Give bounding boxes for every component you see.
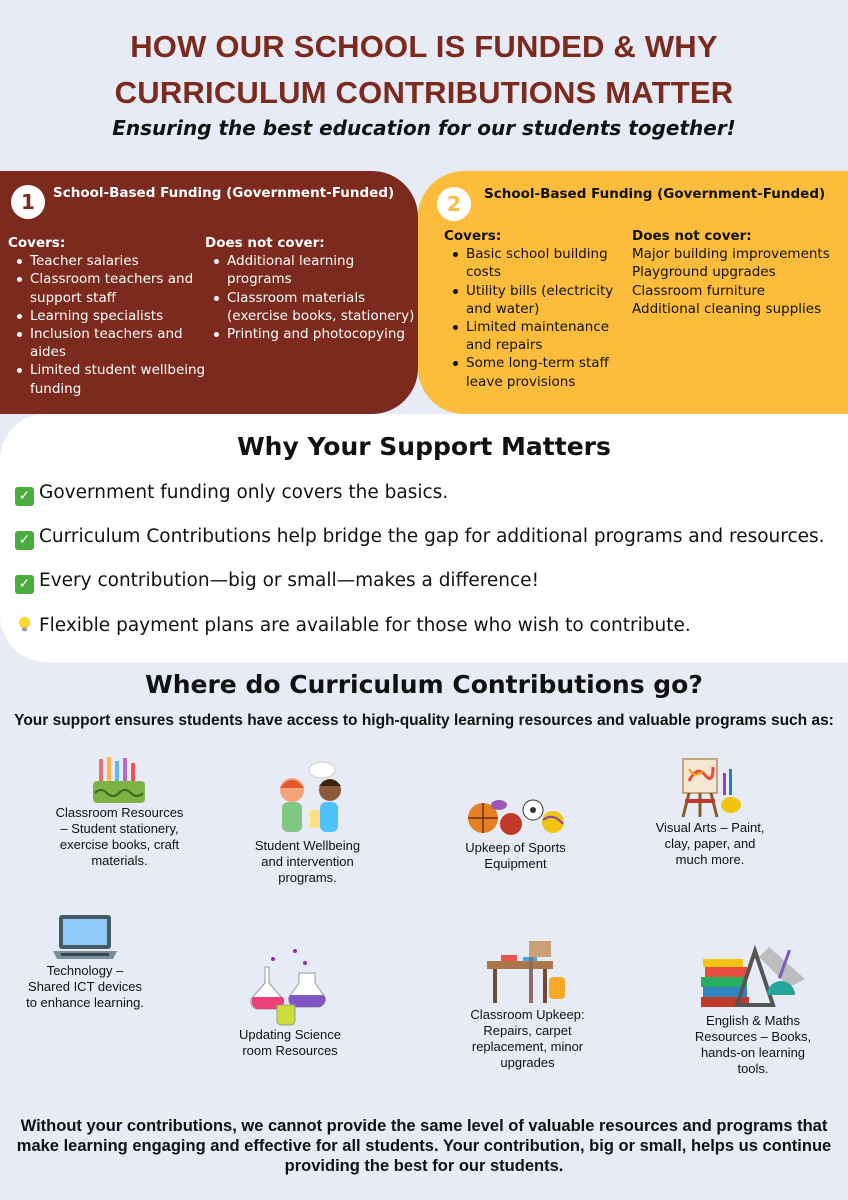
why-item <box>15 526 825 550</box>
check-icon: ✓ <box>15 531 34 550</box>
item-caption: Visual Arts – Paint, clay, paper, and much more. <box>655 820 765 867</box>
list-item: Playground upgrades <box>632 264 776 281</box>
panel-number-badge: 2 <box>437 187 471 221</box>
list-item: Utility bills (electricity and water) <box>444 282 634 318</box>
lightbulb-icon <box>15 615 34 634</box>
not-cover-column <box>632 227 844 318</box>
list-item: Learning specialists <box>8 307 208 325</box>
resource-item-technology <box>25 913 145 1011</box>
list-item: Major building improvements <box>632 246 830 263</box>
books-ruler-icon <box>697 945 809 1013</box>
stationery-icon <box>85 755 155 805</box>
item-caption: Updating Science room Resources <box>239 1027 341 1058</box>
not-cover-label: Does not cover: <box>632 228 752 244</box>
why-item-text: Government funding only covers the basics. <box>39 482 449 503</box>
list-item: Additional cleaning supplies <box>632 300 822 317</box>
why-support-section <box>0 414 848 662</box>
resource-item-classroom-upkeep <box>465 937 590 1071</box>
panel-heading: School-Based Funding (Government-Funded) <box>53 185 395 201</box>
covers-label: Covers: <box>8 235 66 251</box>
list-item: Classroom materials (exercise books, stationery) <box>205 289 415 325</box>
not-cover-list <box>205 252 415 343</box>
resource-item-english-maths <box>693 945 813 1077</box>
resource-item-wellbeing <box>245 760 370 886</box>
list-item: Classroom teachers and support staff <box>8 270 208 306</box>
item-caption: Upkeep of Sports Equipment <box>465 840 566 871</box>
why-item <box>15 570 539 594</box>
check-icon: ✓ <box>15 487 34 506</box>
covers-column <box>8 234 208 398</box>
panel-number-badge: 1 <box>11 185 45 219</box>
covers-list <box>8 252 208 398</box>
why-item-text: Curriculum Contributions help bridge the gap for additional programs and resources. <box>39 526 825 547</box>
item-caption: English & Maths Resources – Books, hands-on learning tools. <box>694 1013 812 1076</box>
science-flasks-icon <box>243 945 338 1027</box>
list-item: Limited student wellbeing funding <box>8 361 208 397</box>
resource-item-visual-arts <box>650 755 770 868</box>
list-item: Basic school building costs <box>444 245 634 281</box>
footer-message: Without your contributions, we cannot provide the same level of valuable resources and programs that make learning engaging and effective for all students. Your contribution, big or small, helps us continue providing the best for our students. <box>16 1117 832 1175</box>
covers-column <box>444 227 634 391</box>
list-item: Some long-term staff leave provisions <box>444 354 634 390</box>
resource-item-classroom <box>52 755 187 869</box>
list-item: Classroom furniture <box>632 282 766 299</box>
title-line-2: CURRICULUM CONTRIBUTIONS MATTER <box>114 75 734 110</box>
why-title: Why Your Support Matters <box>237 432 611 461</box>
item-caption: Classroom Resources – Student stationery, exercise books, craft materials. <box>55 805 184 868</box>
children-talking-icon <box>258 760 358 838</box>
resource-item-science <box>235 945 345 1059</box>
funding-panel-2 <box>418 171 848 414</box>
why-item-text: Flexible payment plans are available for those who wish to contribute. <box>39 615 691 636</box>
check-icon: ✓ <box>15 575 34 594</box>
not-cover-list <box>632 245 844 318</box>
sports-balls-icon <box>461 790 571 840</box>
item-caption: Technology – Shared ICT devices to enhance learning. <box>26 963 144 1010</box>
laptop-icon <box>53 913 117 963</box>
not-cover-label: Does not cover: <box>205 235 325 251</box>
resource-item-sports <box>458 790 573 872</box>
list-item: Inclusion teachers and aides <box>8 325 208 361</box>
easel-icon <box>675 755 745 820</box>
not-cover-column <box>205 234 415 343</box>
page-subtitle: Ensuring the best education for our students together! <box>112 116 736 140</box>
panel-heading: School-Based Funding (Government-Funded) <box>484 186 826 202</box>
list-item: Teacher salaries <box>8 252 208 270</box>
why-item <box>15 482 448 506</box>
covers-list <box>444 245 634 391</box>
list-item: Additional learning programs <box>205 252 415 288</box>
item-caption: Classroom Upkeep: Repairs, carpet replacement, minor upgrades <box>470 1007 585 1070</box>
where-subtitle: Your support ensures students have access to high-quality learning resources and valuable programs such as: <box>14 712 834 729</box>
page-title <box>0 24 848 116</box>
list-item: Limited maintenance and repairs <box>444 318 634 354</box>
why-item <box>15 615 691 636</box>
funding-panel-1 <box>0 171 418 414</box>
item-caption: Student Wellbeing and intervention programs. <box>254 838 361 885</box>
list-item: Printing and photocopying <box>205 325 415 343</box>
where-title: Where do Curriculum Contributions go? <box>145 670 703 699</box>
classroom-desk-icon <box>483 937 573 1007</box>
covers-label: Covers: <box>444 228 502 244</box>
title-line-1: HOW OUR SCHOOL IS FUNDED & WHY <box>130 29 718 64</box>
why-item-text: Every contribution—big or small—makes a difference! <box>39 570 539 591</box>
